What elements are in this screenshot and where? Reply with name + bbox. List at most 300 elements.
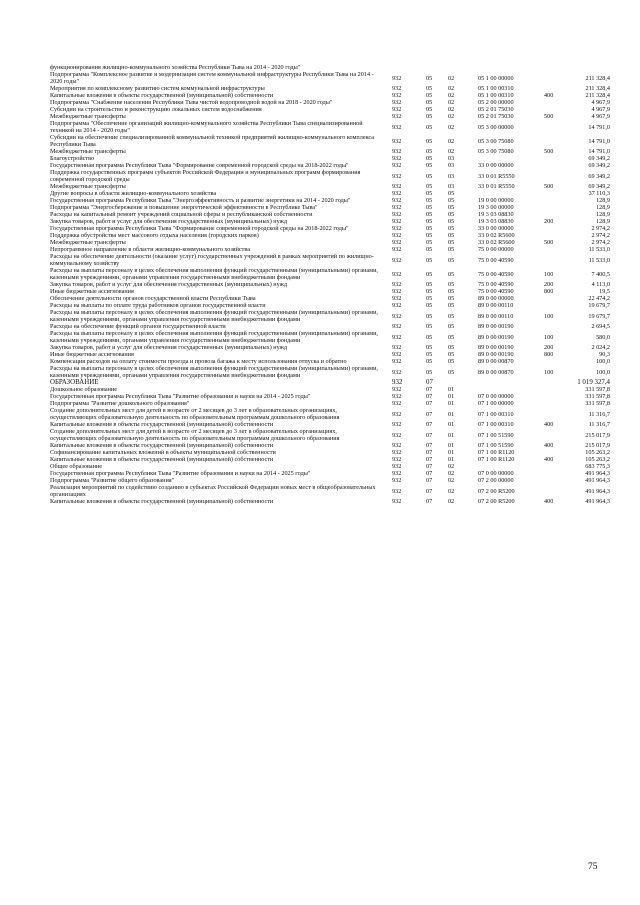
section-code: 05 xyxy=(426,137,433,145)
amount: 2 974,2 xyxy=(591,239,610,246)
target-article-code: 19 3 03 08830 xyxy=(478,218,514,225)
amount: 211 328,4 xyxy=(585,92,610,99)
table-row xyxy=(50,197,610,204)
row-name: Закупка товаров, работ и услуг для обеспечения государственных (муниципальных) нужд xyxy=(50,218,288,225)
target-article-code: 33 0 00 00000 xyxy=(478,225,514,232)
grbs-code: 932 xyxy=(392,218,402,225)
subsection-code: 05 xyxy=(448,190,455,197)
section-code: 05 xyxy=(426,74,433,82)
amount: 4 113,0 xyxy=(591,281,610,288)
subsection-code: 02 xyxy=(448,463,455,470)
section-code: 07 xyxy=(426,400,433,407)
section-code: 05 xyxy=(426,106,433,113)
section-code: 05 xyxy=(426,312,433,320)
table-row xyxy=(50,211,610,218)
target-article-code: 75 0 00 40590 xyxy=(478,281,514,288)
expense-type-code: 400 xyxy=(544,442,554,449)
grbs-code: 932 xyxy=(392,92,402,99)
grbs-code: 932 xyxy=(392,172,402,180)
table-row xyxy=(50,365,610,379)
target-article-code: 07 2 00 R5200 xyxy=(478,498,515,505)
target-article-code: 75 0 00 40590 xyxy=(478,256,514,264)
grbs-code: 932 xyxy=(392,393,402,400)
grbs-code: 932 xyxy=(392,85,402,92)
expense-type-code: 100 xyxy=(544,333,554,341)
expense-type-code: 200 xyxy=(544,218,554,225)
section-code: 07 xyxy=(426,470,433,477)
subsection-code: 02 xyxy=(448,92,455,99)
amount: 1 019 327,4 xyxy=(577,379,610,386)
grbs-code: 932 xyxy=(392,148,402,155)
section-code: 07 xyxy=(426,431,433,439)
amount: 11 533,0 xyxy=(588,256,610,264)
section-code: 05 xyxy=(426,113,433,120)
table-row xyxy=(50,288,610,295)
section-code: 05 xyxy=(426,323,433,330)
row-name: Государственная программа Республики Тыва "Развитие образования и науки на 2014 - 2025 годы" xyxy=(50,470,311,477)
subsection-code: 01 xyxy=(448,431,455,439)
section-code: 05 xyxy=(426,85,433,92)
row-name: Государственная программа Республики Тыва "Формирование современной городской среды на 2018-2022 годы" xyxy=(50,225,349,232)
target-article-code: 05 2 00 00000 xyxy=(478,99,514,106)
amount: 2 974,2 xyxy=(591,225,610,232)
subsection-code: 05 xyxy=(448,225,455,232)
expense-type-code: 800 xyxy=(544,351,554,358)
table-row xyxy=(50,99,610,106)
section-code: 05 xyxy=(426,344,433,351)
row-name: Государственная программа Республики Тыва "Энергоэффективность и развитие энергетики на 2014 - 2020 годы" xyxy=(50,197,351,204)
section-code: 05 xyxy=(426,162,433,169)
amount: 491 964,3 xyxy=(585,487,610,495)
target-article-code: 89 0 00 00870 xyxy=(478,358,514,365)
subsection-code: 02 xyxy=(448,74,455,82)
row-name: Подпрограмма "Развитие общего образования" xyxy=(50,477,175,484)
grbs-code: 932 xyxy=(392,410,402,418)
expense-type-code: 400 xyxy=(544,456,554,463)
subsection-code: 05 xyxy=(448,239,455,246)
amount: 90,3 xyxy=(599,351,610,358)
table-row xyxy=(50,428,610,442)
grbs-code: 932 xyxy=(392,368,402,376)
amount: 11 316,7 xyxy=(588,421,610,428)
subsection-code: 02 xyxy=(448,106,455,113)
subsection-code: 05 xyxy=(448,218,455,225)
expense-type-code: 200 xyxy=(544,344,554,351)
section-code: 05 xyxy=(426,211,433,218)
row-name: Иные бюджетные ассигнования xyxy=(50,351,134,358)
section-code: 07 xyxy=(426,456,433,463)
subsection-code: 02 xyxy=(448,148,455,155)
subsection-code: 05 xyxy=(448,288,455,295)
row-name: Реализация мероприятий по содействию созданию в субъектах Российской Федерации новых мест в общеобразовательных организациях xyxy=(50,484,376,498)
table-row xyxy=(50,463,610,470)
subsection-code: 03 xyxy=(448,162,455,169)
grbs-code: 932 xyxy=(392,470,402,477)
grbs-code: 932 xyxy=(392,456,402,463)
row-name: ОБРАЗОВАНИЕ xyxy=(50,379,99,386)
amount: 128,9 xyxy=(596,211,610,218)
budget-table xyxy=(50,64,610,505)
row-name: Расходы на выплаты по оплате труда работников органов государственной власти xyxy=(50,302,266,309)
subsection-code: 05 xyxy=(448,358,455,365)
amount: 100,0 xyxy=(596,358,610,365)
target-article-code: 75 0 00 40590 xyxy=(478,270,514,278)
table-row xyxy=(50,120,610,134)
target-article-code: 19 3 00 00000 xyxy=(478,204,514,211)
section-code: 05 xyxy=(426,225,433,232)
grbs-code: 932 xyxy=(392,99,402,106)
table-row xyxy=(50,379,610,386)
section-code: 07 xyxy=(426,449,433,456)
table-row xyxy=(50,456,610,463)
section-code: 07 xyxy=(426,421,433,428)
target-article-code: 05 1 00 00310 xyxy=(478,85,514,92)
amount: 491 964,3 xyxy=(585,470,610,477)
target-article-code: 07 1 00 00000 xyxy=(478,400,514,407)
target-article-code: 33 0 01 R5550 xyxy=(478,183,515,190)
table-row xyxy=(50,309,610,323)
row-name: Иные бюджетные ассигнования xyxy=(50,288,134,295)
grbs-code: 932 xyxy=(392,358,402,365)
row-name: Межбюджетные трансферты xyxy=(50,148,126,155)
amount: 331 597,8 xyxy=(585,386,610,393)
row-name: Расходы на обеспечение деятельности (оказание услуг) государственных учреждений в рамках мероприятий по жилищно-коммунальному хозяйству xyxy=(50,253,374,267)
table-row xyxy=(50,477,610,484)
target-article-code: 05 3 00 75080 xyxy=(478,148,514,155)
table-row xyxy=(50,386,610,393)
subsection-code: 01 xyxy=(448,442,455,449)
amount: 4 967,9 xyxy=(591,106,610,113)
grbs-code: 932 xyxy=(392,162,402,169)
table-row xyxy=(50,113,610,120)
section-code: 05 xyxy=(426,155,433,162)
section-code: 05 xyxy=(426,190,433,197)
section-code: 05 xyxy=(426,99,433,106)
target-article-code: 89 0 00 00110 xyxy=(478,312,514,320)
table-row xyxy=(50,393,610,400)
table-row xyxy=(50,498,610,505)
expense-type-code: 500 xyxy=(544,148,554,155)
row-name: Закупка товаров, работ и услуг для обеспечения государственных (муниципальных) нужд xyxy=(50,344,288,351)
row-name: Подпрограмма "Развитие дошкольного образования" xyxy=(50,400,190,407)
section-code: 05 xyxy=(426,232,433,239)
grbs-code: 932 xyxy=(392,386,402,393)
target-article-code: 07 1 00 51590 xyxy=(478,442,514,449)
amount: 580,0 xyxy=(596,333,610,341)
section-code: 05 xyxy=(426,92,433,99)
amount: 128,9 xyxy=(596,197,610,204)
target-article-code: 07 1 00 R1120 xyxy=(478,456,515,463)
section-code: 05 xyxy=(426,333,433,341)
subsection-code: 01 xyxy=(448,393,455,400)
section-code: 07 xyxy=(426,477,433,484)
table-row xyxy=(50,92,610,99)
expense-type-code: 100 xyxy=(544,368,554,376)
target-article-code: 75 0 00 40590 xyxy=(478,288,514,295)
row-name: Капитальные вложения в объекты государственной (муниципальной) собственности xyxy=(50,498,274,505)
expense-type-code: 800 xyxy=(544,288,554,295)
section-code: 05 xyxy=(426,218,433,225)
grbs-code: 932 xyxy=(392,239,402,246)
amount: 69 349,2 xyxy=(588,172,610,180)
row-name: Капитальные вложения в объекты государственной (муниципальной) собственности xyxy=(50,92,274,99)
target-article-code: 89 0 00 00870 xyxy=(478,368,514,376)
grbs-code: 932 xyxy=(392,155,402,162)
row-name: функционирования жилищно-коммунального хозяйства Республики Тыва на 2014 - 2020 годы" xyxy=(50,64,301,71)
table-row xyxy=(50,302,610,309)
row-name: Подпрограмма "Комплексное развитие и модернизация систем коммунальной инфраструктуры Республики Тыва на 2014 - 2020 годы" xyxy=(50,71,374,85)
expense-type-code: 200 xyxy=(544,281,554,288)
target-article-code: 89 0 00 00190 xyxy=(478,323,514,330)
amount: 14 791,0 xyxy=(588,148,610,155)
target-article-code: 19 3 03 08830 xyxy=(478,211,514,218)
target-article-code: 07 1 00 00310 xyxy=(478,421,514,428)
amount: 215 017,9 xyxy=(585,442,610,449)
row-name: Создание дополнительных мест для детей в возрасте от 2 месяцев до 3 лет в образовательных организациях, осуществляющих образовательную деятельность по образовательным программам дошкольного образования xyxy=(50,407,340,421)
section-code: 05 xyxy=(426,281,433,288)
section-code: 05 xyxy=(426,256,433,264)
amount: 14 791,0 xyxy=(588,123,610,131)
amount: 100,0 xyxy=(596,368,610,376)
table-row xyxy=(50,281,610,288)
table-row xyxy=(50,407,610,421)
table-row xyxy=(50,330,610,344)
subsection-code: 05 xyxy=(448,204,455,211)
grbs-code: 932 xyxy=(392,190,402,197)
section-code: 05 xyxy=(426,295,433,302)
table-row xyxy=(50,267,610,281)
section-code: 05 xyxy=(426,123,433,131)
table-row xyxy=(50,162,610,169)
expense-type-code: 100 xyxy=(544,312,554,320)
row-name: Поддержка государственных программ субъектов Российской Федерации и муниципальных программ формирования современной городской среды xyxy=(50,169,361,183)
row-name: Государственная программа Республики Тыва "Развитие образования и науки на 2014 - 2025 годы" xyxy=(50,393,311,400)
table-row xyxy=(50,106,610,113)
grbs-code: 932 xyxy=(392,281,402,288)
table-row xyxy=(50,64,610,71)
subsection-code: 01 xyxy=(448,400,455,407)
table-row xyxy=(50,253,610,267)
section-code: 07 xyxy=(426,487,433,495)
amount: 11 316,7 xyxy=(588,410,610,418)
table-row xyxy=(50,449,610,456)
table-row xyxy=(50,155,610,162)
subsection-code: 02 xyxy=(448,487,455,495)
grbs-code: 932 xyxy=(392,137,402,145)
target-article-code: 07 2 00 R5200 xyxy=(478,487,515,495)
target-article-code: 05 3 00 75080 xyxy=(478,137,514,145)
row-name: Расходы на капитальный ремонт учреждений социальной сферы и республиканской собственности xyxy=(50,211,313,218)
expense-type-code: 500 xyxy=(544,239,554,246)
amount: 211 328,4 xyxy=(585,85,610,92)
table-row xyxy=(50,134,610,148)
expense-type-code: 400 xyxy=(544,421,554,428)
amount: 128,9 xyxy=(596,218,610,225)
section-code: 07 xyxy=(426,463,433,470)
section-code: 07 xyxy=(426,442,433,449)
target-article-code: 07 1 00 51590 xyxy=(478,431,514,439)
subsection-code: 05 xyxy=(448,232,455,239)
row-name: Подпрограмма "Обеспечение организаций жилищно-коммунального хозяйства Республики Тыва специализированной техникой на 2014 - 2020 годы" xyxy=(50,120,363,134)
subsection-code: 02 xyxy=(448,470,455,477)
table-row xyxy=(50,358,610,365)
grbs-code: 932 xyxy=(392,400,402,407)
target-article-code: 05 2 01 75030 xyxy=(478,113,514,120)
grbs-code: 932 xyxy=(392,232,402,239)
expense-type-code: 500 xyxy=(544,183,554,190)
target-article-code: 07 1 00 00310 xyxy=(478,410,514,418)
table-row xyxy=(50,442,610,449)
row-name: Подпрограмма "Снабжение населения Республики Тыва чистой водопроводной водой на 2018 - 2020 годы" xyxy=(50,99,333,106)
table-row xyxy=(50,351,610,358)
subsection-code: 01 xyxy=(448,421,455,428)
target-article-code: 05 2 01 75030 xyxy=(478,106,514,113)
grbs-code: 932 xyxy=(392,463,402,470)
row-name: Расходы на выплаты персоналу в целях обеспечения выполнения функций государственными (муниципальными) органами, казенными учреждениями, органами управления государственными внебюджетными фондами xyxy=(50,330,378,344)
subsection-code: 01 xyxy=(448,386,455,393)
subsection-code: 05 xyxy=(448,368,455,376)
target-article-code: 19 0 00 00000 xyxy=(478,197,514,204)
subsection-code: 05 xyxy=(448,302,455,309)
subsection-code: 05 xyxy=(448,197,455,204)
target-article-code: 07 1 00 R1120 xyxy=(478,449,515,456)
target-article-code: 75 0 00 00000 xyxy=(478,246,514,253)
row-name: Межбюджетные трансферты xyxy=(50,183,126,190)
table-row xyxy=(50,225,610,232)
row-name: Расходы на выплаты персоналу в целях обеспечения выполнения функций государственными (муниципальными) органами, казенными учреждениями, органами управления государственными внебюджетными фондами xyxy=(50,365,378,379)
grbs-code: 932 xyxy=(392,421,402,428)
table-row xyxy=(50,400,610,407)
grbs-code: 932 xyxy=(392,183,402,190)
grbs-code: 932 xyxy=(392,323,402,330)
target-article-code: 07 2 00 00000 xyxy=(478,477,514,484)
row-name: Компенсация расходов на оплату стоимости проезда и провоза багажа к месту использования отпуска и обратно xyxy=(50,358,347,365)
target-article-code: 05 3 00 00000 xyxy=(478,123,514,131)
grbs-code: 932 xyxy=(392,302,402,309)
section-code: 05 xyxy=(426,204,433,211)
subsection-code: 05 xyxy=(448,211,455,218)
amount: 4 967,9 xyxy=(591,113,610,120)
grbs-code: 932 xyxy=(392,288,402,295)
row-name: Общее образование xyxy=(50,463,102,470)
section-code: 05 xyxy=(426,288,433,295)
table-row xyxy=(50,190,610,197)
table-row xyxy=(50,246,610,253)
target-article-code: 07 0 00 00000 xyxy=(478,470,514,477)
subsection-code: 05 xyxy=(448,333,455,341)
amount: 19,5 xyxy=(599,288,610,295)
table-row xyxy=(50,323,610,330)
subsection-code: 05 xyxy=(448,344,455,351)
grbs-code: 932 xyxy=(392,431,402,439)
row-name: Субсидии на строительство и реконструкцию локальных систем водоснабжения xyxy=(50,106,262,113)
section-code: 05 xyxy=(426,172,433,180)
row-name: Субсидии на обеспечение специализированной коммунальной техникой предприятий жилищно-коммунального комплекса Республики Тыва xyxy=(50,134,374,148)
grbs-code: 932 xyxy=(392,333,402,341)
amount: 4 967,9 xyxy=(591,99,610,106)
subsection-code: 02 xyxy=(448,85,455,92)
target-article-code: 89 0 00 00000 xyxy=(478,295,514,302)
row-name: Межбюджетные трансферты xyxy=(50,113,126,120)
subsection-code: 05 xyxy=(448,256,455,264)
amount: 683 775,3 xyxy=(585,463,610,470)
subsection-code: 02 xyxy=(448,477,455,484)
amount: 331 597,8 xyxy=(585,393,610,400)
target-article-code: 89 0 00 00190 xyxy=(478,333,514,341)
target-article-code: 07 0 00 00000 xyxy=(478,393,514,400)
subsection-code: 02 xyxy=(448,99,455,106)
row-name: Софинансирование капитальных вложений в объекты муниципальной собственности xyxy=(50,449,276,456)
row-name: Создание дополнительных мест для детей в возрасте от 2 месяцев до 3 лет в образовательных организациях, осуществляющих образовательную деятельность по образовательным программам дошкольного образования xyxy=(50,428,340,442)
target-article-code: 05 1 00 00000 xyxy=(478,74,514,82)
amount: 215 017,9 xyxy=(585,431,610,439)
section-code: 07 xyxy=(426,393,433,400)
grbs-code: 932 xyxy=(392,246,402,253)
row-name: Расходы на выплаты персоналу в целях обеспечения выполнения функций государственными (муниципальными) органами, казенными учреждениями, органами управления государственными внебюджетными фондами xyxy=(50,267,378,281)
amount: 331 597,8 xyxy=(585,400,610,407)
amount: 11 533,0 xyxy=(588,246,610,253)
expense-type-code: 400 xyxy=(544,92,554,99)
grbs-code: 932 xyxy=(392,442,402,449)
section-code: 05 xyxy=(426,270,433,278)
amount: 69 349,2 xyxy=(588,183,610,190)
section-code: 05 xyxy=(426,351,433,358)
table-row xyxy=(50,71,610,85)
table-row xyxy=(50,484,610,498)
amount: 128,9 xyxy=(596,204,610,211)
subsection-code: 03 xyxy=(448,183,455,190)
target-article-code: 05 1 00 00310 xyxy=(478,92,514,99)
row-name: Поддержка обустройства мест массового отдыха населения (городских парков) xyxy=(50,232,259,239)
subsection-code: 01 xyxy=(448,410,455,418)
subsection-code: 05 xyxy=(448,270,455,278)
subsection-code: 05 xyxy=(448,281,455,288)
expense-type-code: 500 xyxy=(544,113,554,120)
section-code: 05 xyxy=(426,358,433,365)
amount: 69 349,2 xyxy=(588,162,610,169)
amount: 211 328,4 xyxy=(585,74,610,82)
grbs-code: 932 xyxy=(392,204,402,211)
target-article-code: 89 0 00 00190 xyxy=(478,351,514,358)
table-row xyxy=(50,85,610,92)
row-name: Межбюджетные трансферты xyxy=(50,239,126,246)
grbs-code: 932 xyxy=(392,197,402,204)
amount: 14 791,0 xyxy=(588,137,610,145)
row-name: Капитальные вложения в объекты государственной (муниципальной) собственности xyxy=(50,442,274,449)
target-article-code: 33 0 02 R5600 xyxy=(478,232,515,239)
subsection-code: 02 xyxy=(448,137,455,145)
table-row xyxy=(50,218,610,225)
row-name: Подпрограмма "Энергосбережение и повышение энергетической эффективности в Республике Тыва" xyxy=(50,204,318,211)
subsection-code: 05 xyxy=(448,312,455,320)
subsection-code: 02 xyxy=(448,113,455,120)
subsection-code: 02 xyxy=(448,498,455,505)
row-name: Обеспечение деятельности органов государственной власти Республики Тыва xyxy=(50,295,256,302)
row-name: Другие вопросы в области жилищно-коммунального хозяйства xyxy=(50,190,217,197)
amount: 19 679,7 xyxy=(588,312,610,320)
row-name: Расходы на обеспечение функций органов государственной власти xyxy=(50,323,226,330)
expense-type-code: 400 xyxy=(544,498,554,505)
amount: 105 263,2 xyxy=(585,456,610,463)
section-code: 07 xyxy=(426,379,433,386)
target-article-code: 89 0 00 00110 xyxy=(478,302,514,309)
grbs-code: 932 xyxy=(392,74,402,82)
grbs-code: 932 xyxy=(392,379,403,386)
row-name: Непрограммное направление в области жилищно-коммунального хозяйства xyxy=(50,246,250,253)
table-row xyxy=(50,470,610,477)
subsection-code: 02 xyxy=(448,123,455,131)
section-code: 05 xyxy=(426,239,433,246)
